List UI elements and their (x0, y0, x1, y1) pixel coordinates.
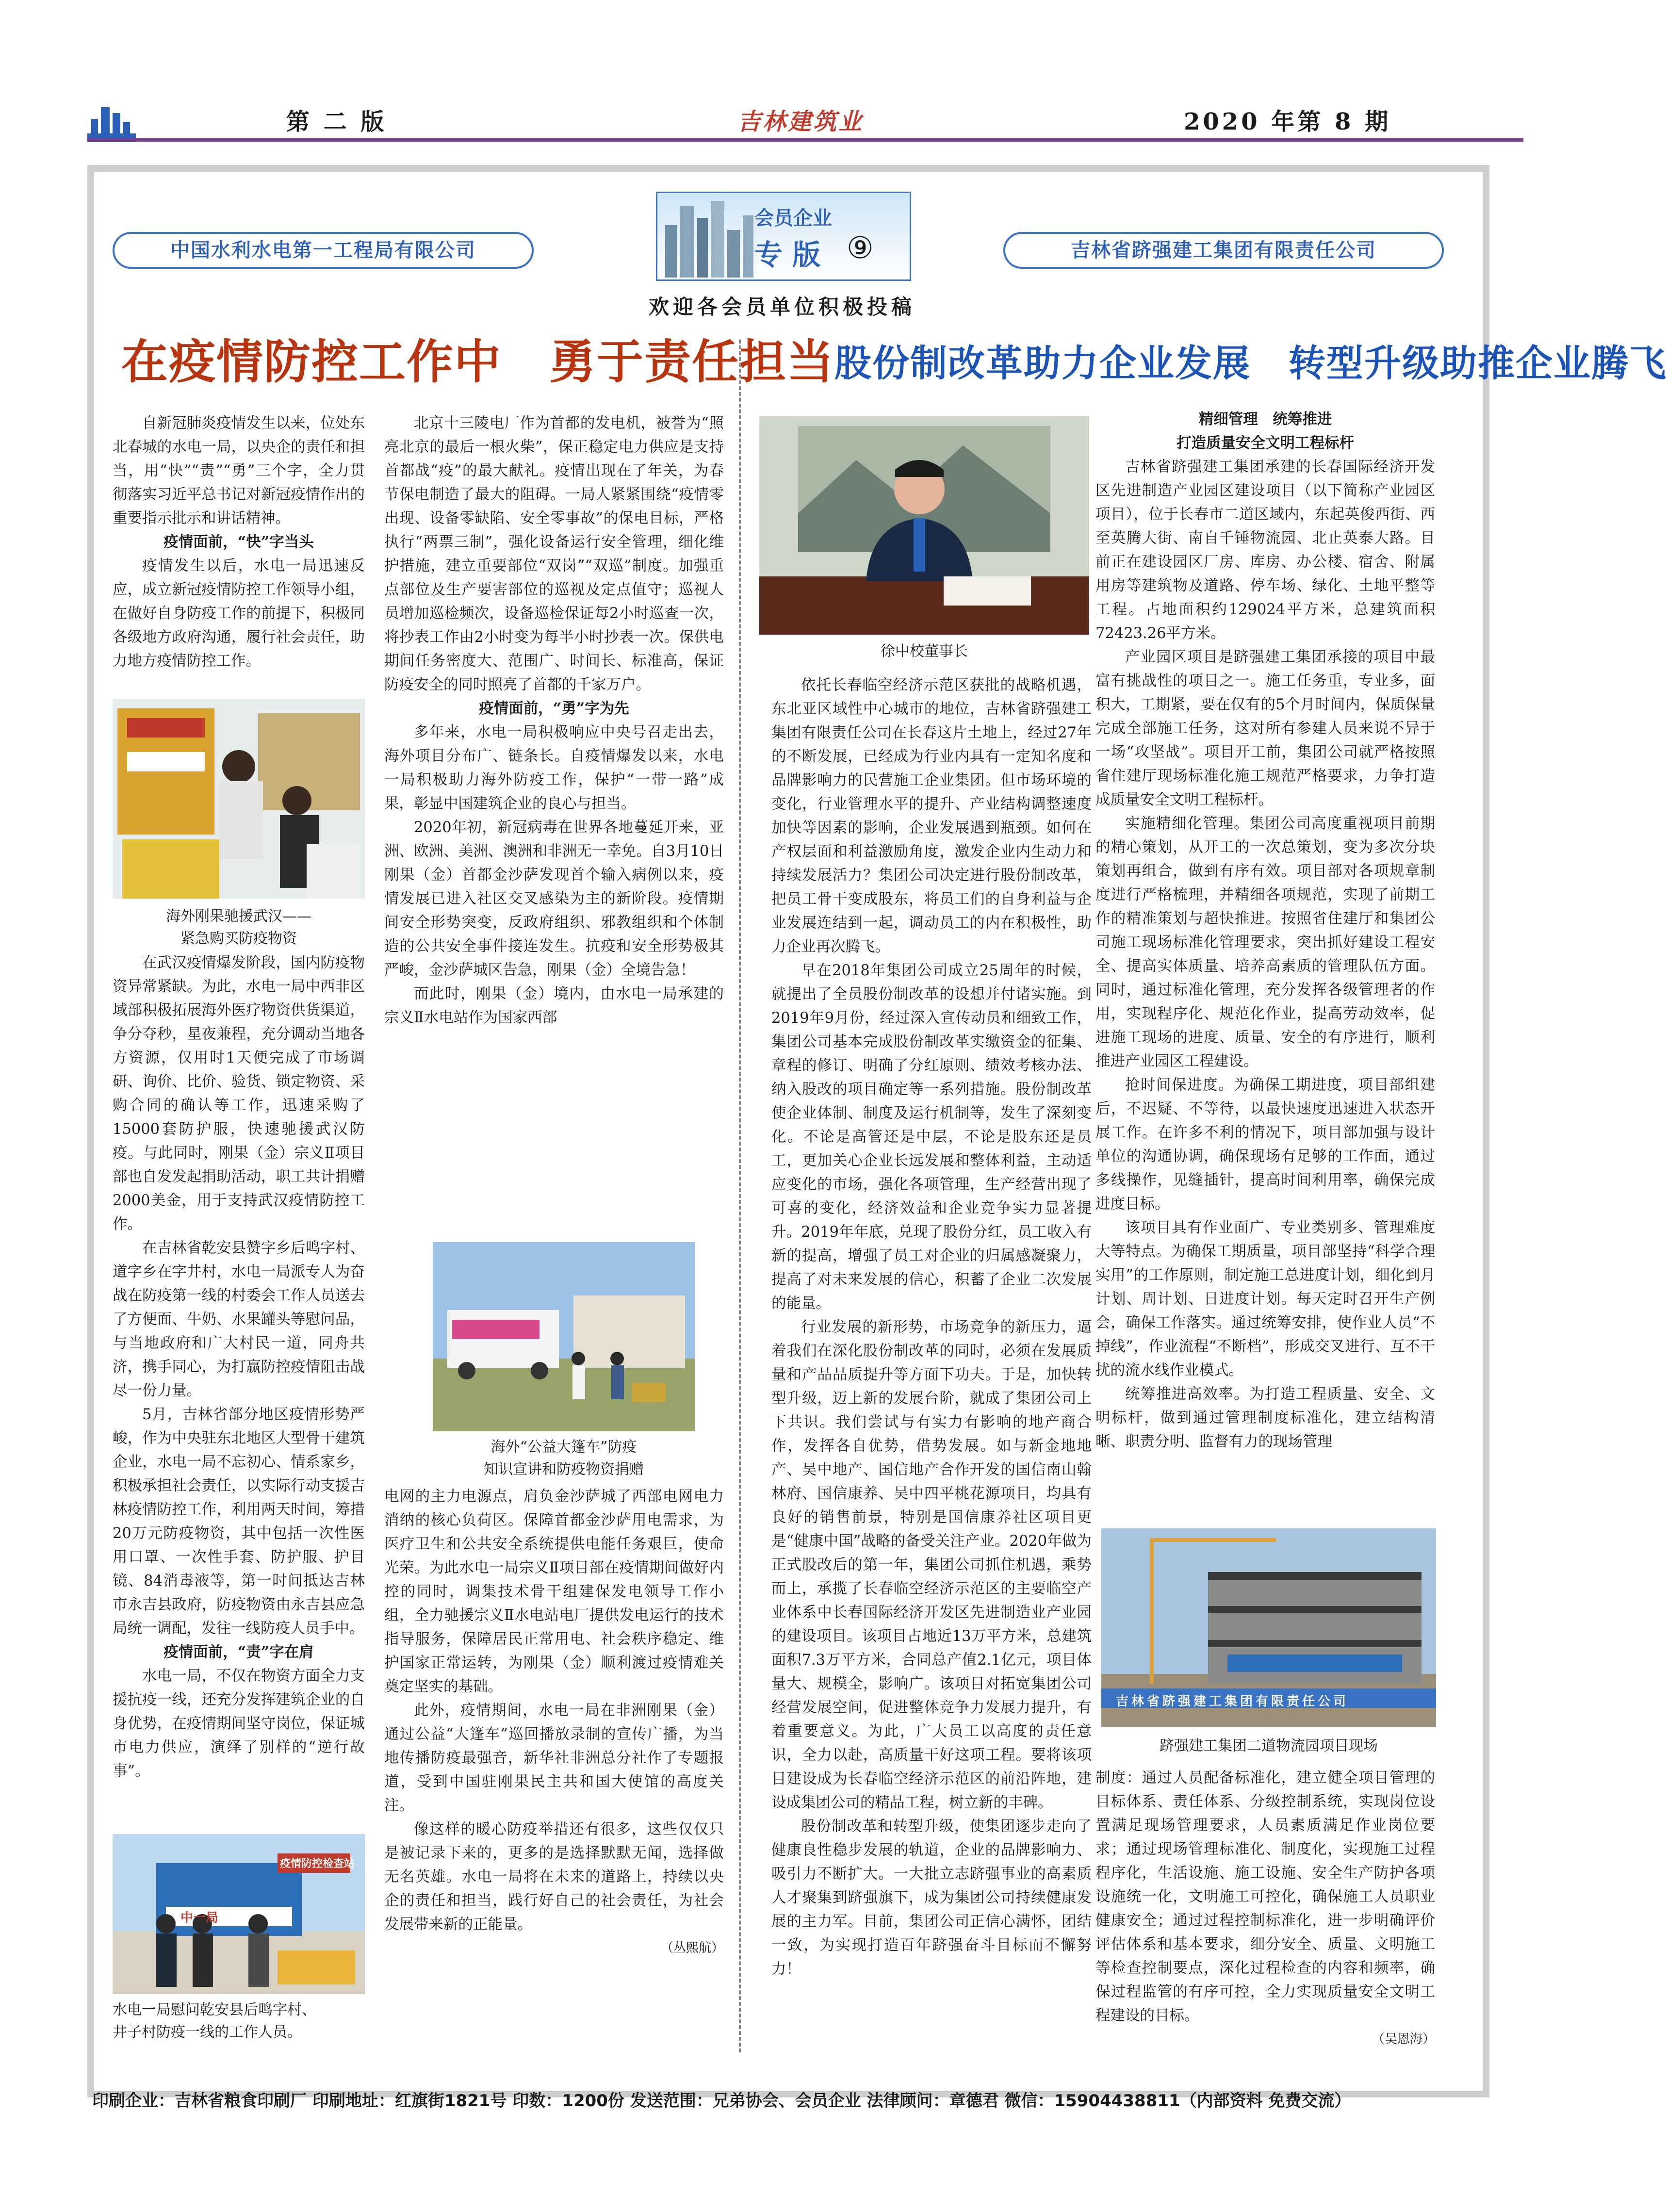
author-signature: （丛熙航） (660, 1941, 724, 1955)
photo-construction-site (1101, 1528, 1436, 1727)
paragraph: 在武汉疫情爆发阶段，国内防疫物资异常紧缺。为此，水电一局中西非区域部积极拓展海外医疗物资供货渠道，争分夺秒，星夜兼程，充分调动当地各方资源，仅用时1天便完成了市场调研、询价、比价、验货、锁定物资、采购合同的确认等工作，迅速采购了15000套防护服，快速驰援武汉防疫。与此同时，刚果（金）宗义Ⅱ项目部也自发发起捐助活动，职工共计捐赠2000美金，用于支持武汉疫情防控工作。 (113, 954, 365, 1233)
subheading: 打造质量安全文明工程标杆 (1177, 434, 1354, 452)
paragraph: 制度：通过人员配备标准化，建立健全项目管理的目标体系、责任体系、分级控制系统，实现岗位设置满足现场管理要求，人员素质满足作业岗位要求；通过现场管理标准化、制度化，实现施工过程程序化，生活设施、施工设施、安全生产防护各项设施统一化，文明施工可控化，确保施工人员职业健康安全；通过过程控制标准化，进一步明确评价评估体系和基本要求，细分安全、质量、文明施工等检查控制要点，深化过程检查的内容和频率，确保过程监管的有序可控，全力实现质量安全文明工程建设的目标。 (1095, 1770, 1435, 2024)
paragraph: 2020年初，新冠病毒在世界各地蔓延开来，亚洲、欧洲、美洲、澳洲和非洲无一幸免。自3月10日刚果（金）首都金沙萨发现首个输入病例以来，疫情发展已进入社区交叉感染为主的新阶段。疫情期间安全形势突变，反政府组织、邪教组织和个体制造的公共安全事件接连发生。抗疫和安全形势极其严峻，金沙萨城区告急，刚果（金）全境告急！ (384, 819, 724, 979)
site-banner-text: 吉林省跻强建工集团有限责任公司 (1116, 1694, 1349, 1709)
company-banner-right: 吉林省跻强建工集团有限责任公司 (1003, 232, 1444, 269)
photo-caravan (433, 1242, 695, 1431)
relief-sign-text: 疫情防控检查站 (280, 1858, 355, 1870)
left-col1-mid (113, 951, 365, 1783)
subheading: 精细管理 统筹推进 (1198, 410, 1332, 428)
building-logo-icon (87, 104, 136, 142)
photo1-caption-line2: 紧急购买防疫物资 (180, 930, 297, 947)
paragraph: 水电一局，不仅在物资方面全力支援抗疫一线，还充分发挥建筑企业的自身优势，在疫情期间坚守岗位，保证城市电力供应，演绎了别样的“逆行故事”。 (113, 1668, 365, 1780)
left-col2-bottom (384, 1485, 724, 1960)
site-caption: 跻强建工集团二道物流园项目现场 (1160, 1737, 1378, 1754)
portrait-caption: 徐中校董事长 (881, 643, 968, 660)
photo-overseas-purchase-image (113, 699, 365, 899)
paragraph: 行业发展的新形势，市场竞争的新压力，逼着我们在深化股份制改革的同时，必须在发展质量和产品品质提升等方面下功夫。于是，加快转型升级，迈上新的发展台阶，就成了集团公司上下共识。我们尝试与有实力有影响的地产商合作，发挥各自优势，借势发展。如与新金地地产、吴中地产、国信地产合作开发的国信南山翰林府、国信康养、吴中四平桃花源项目，均具有良好的销售前景，特别是国信康养社区项目更是“健康中国”战略的备受关注产业。2020年做为正式股改后的第一年，集团公司抓住机遇，乘势而上，承揽了长春临空经济示范区的主要临空产业体系中长春国际经济开发区先进制造业产业园的建设项目。该项目占地近13万平方米，总建筑面积7.3万平方米，合同总产值2.1亿元，项目体量大、规模全，影响广。该项目对拓宽集团公司经营发展空间，促进整体竞争力发展力提升，有着重要意义。为此，广大员工以高度的责任意识，全力以赴，高质量干好这项工程。要将该项目建设成为长春临空经济示范区的前沿阵地，建设成集团公司的精品工程，树立新的丰碑。 (771, 1319, 1092, 1811)
company-banner-left: 中国水利水电第一工程局有限公司 (113, 232, 534, 269)
paragraph: 自新冠肺炎疫情发生以来，位处东北春城的水电一局，以央企的责任和担当，用“快”“责”“勇”三个字，全力贯彻落实习近平总书记对新冠疫情作出的重要指示批示和讲话精神。 (113, 415, 365, 527)
paragraph: 该项目具有作业面广、专业类别多、管理难度大等特点。为确保工期质量，项目部坚持“科学合理实用”的工作原则，制定施工总进度计划，细化到月计划、周计划、日进度计划。每天定时召开生产例会，确保工作落实。通过统筹安排，使作业人员“不掉线”，作业流程“不断档”，形成交叉进行、互不干扰的流水线作业模式。 (1095, 1219, 1435, 1379)
special-badge (656, 192, 911, 281)
page-section: 第 二 版 (286, 108, 387, 135)
paragraph: 北京十三陵电厂作为首都的发电机，被誉为“照亮北京的最后一根火柴”，保正稳定电力供应是支持首都战“疫”的最大献礼。疫情出现在了年关，为春节保电制造了最大的阻碍。一局人紧紧围绕“疫情零出现、设备零缺陷、安全零事故”的保电目标，严格执行“两票三制”，强化设备运行安全管理，细化维护措施，建立重要部位“双岗”“双巡”制度。加强重点部位及生产要害部位的巡视及定点值守；巡视人员增加巡检频次，设备巡检保证每2小时巡查一次，将抄表工作由2小时变为每半小时抄表一次。保供电期间任务密度大、范围广、时间长、标准高，保证防疫安全的同时照亮了首都的千家万户。 (384, 415, 724, 693)
village-sign-text: 中一局 (180, 1911, 219, 1925)
author-signature: （吴恩海） (1372, 2032, 1435, 2047)
photo2-caption (433, 1436, 695, 1481)
chairman-portrait-image (759, 416, 1089, 635)
right-col4-top (1095, 408, 1435, 1454)
paragraph: 依托长春临空经济示范区获批的战略机遇，东北亚区域性中心城市的地位，吉林省跻强建工集团有限责任公司在长春这片土地上，经过27年的不断发展，已经成为行业内具有一定知名度和品牌影响力的民营施工企业集团。但市场环境的变化，行业管理水平的提升、产业结构调整速度加快等因素的影响，企业发展遇到瓶颈。如何在产权层面和利益激励角度，激发企业内生动力和持续发展活力？集团公司决定进行股份制改革，把员工骨干变成股东，将员工们的自身利益与企业发展连结到一起，调动员工的内在积极性，助力企业再次腾飞。 (771, 677, 1092, 955)
photo-overseas-purchase (113, 699, 365, 899)
paragraph: 实施精细化管理。集团公司高度重视项目前期的精心策划，从开工的一次总策划，变为多次分块策划再组合，做到有序有效。项目部对各项规章制度进行严格梳理，并精细各项规范，实现了前期工作的精准策划与超快推进。按照省住建厅和集团公司施工现场标准化管理要求，突出抓好建设工程安全、提高实体质量、培养高素质的管理队伍方面。同时，通过标准化管理，充分发挥各级管理者的作用，实现程序化、规范化作业，提高劳动效率，促进施工现场的进度、质量、安全的有序进行，顺利推进产业园区工程建设。 (1095, 815, 1435, 1070)
headline-right: 股份制改革助力企业发展 转型升级助推企业腾飞 (834, 342, 1667, 385)
subheading: 疫情面前，“责”字在肩 (163, 1643, 314, 1661)
paragraph: 多年来，水电一局积极响应中央号召走出去，海外项目分布广、链条长。自疫情爆发以来，水电一局积极助力海外防疫工作，保护“一带一路”成果，彰显中国建筑企业的良心与担当。 (384, 724, 724, 812)
paragraph: 股份制改革和转型升级，使集团逐步走向了健康良性稳步发展的轨道，企业的品牌影响力、吸引力不断扩大。一大批立志跻强事业的高素质人才聚集到跻强旗下，成为集团公司持续健康发展的主力军。目前，集团公司正信心满怀，团结一致，为实现打造百年跻强奋斗目标而不懈努力！ (771, 1818, 1092, 1978)
paper-name: 吉林建筑业 (737, 108, 864, 135)
paragraph: 疫情发生以后，水电一局迅速反应，成立新冠疫情防控工作领导小组，在做好自身防疫工作的前提下，积极同各级地方政府沟通，履行社会责任，助力地方疫情防控工作。 (113, 557, 365, 670)
welcome-note: 欢迎各会员单位积极投稿 (648, 295, 915, 319)
right-col3 (771, 673, 1092, 1981)
photo-chairman-portrait (759, 416, 1089, 635)
left-col2-top (384, 411, 724, 1030)
city-skyline-icon (660, 196, 767, 278)
photo-village-visit (113, 1834, 365, 1994)
column-divider (739, 340, 741, 2052)
paragraph: 早在2018年集团公司成立25周年的时候，就提出了全员股份制改革的设想并付诸实施。到2019年9月份，经过深入宣传动员和细致工作，集团公司基本完成股份制改革实缴资金的征集、章程的修订、明确了分红原则、绩效考核办法、纳入股改的项目确定等一系列措施。股份制改革使企业体制、制度及运行机制等，发生了深刻变化。不论是高管还是中层，不论是股东还是员工，更加关心企业长远发展和整体利益，主动适应变化的市场，强化各项管理，生产经营出现了可喜的变化，经济效益和企业竞争实力显著提升。2019年年底，兑现了股份分红，员工收入有新的提高，增强了员工对企业的归属感凝聚力，提高了对未来发展的信心，积蓄了企业二次发展的能量。 (771, 962, 1092, 1312)
special-number: ⑨ (847, 230, 874, 265)
paragraph: 像这样的暖心防疫举措还有很多，这些仅仅只是被记录下来的，更多的是选择默默无闻，选择做无名英雄。水电一局将在未来的道路上，持续以央企的责任和担当，践行好自己的社会责任，为社会发展带来新的正能量。 (384, 1821, 724, 1933)
special-label: 会员企业 (754, 207, 832, 229)
masthead-rule (87, 138, 1523, 142)
paragraph: 在吉林省乾安县赞字乡后鸣字村、道字乡在字井村，水电一局派专人为奋战在防疫第一线的村委会工作人员送去了方便面、牛奶、水果罐头等慰问品，与当地政府和广大村民一道，同舟共济，携手同心，为打赢防控疫情阻击战尽一份力量。 (113, 1240, 365, 1399)
paragraph: 吉林省跻强建工集团承建的长春国际经济开发区先进制造产业园区建设项目（以下简称产业园区项目），位于长春市二道区域内，东起英俊西街、西至英腾大街、南自千锤物流园、北止英泰大路。目前正在建设园区厂房、库房、办公楼、宿舍、附属用房等建筑物及道路、停车场、绿化、土地平整等工程。占地面积约129024平方米，总建筑面积72423.26平方米。 (1095, 459, 1435, 642)
paragraph: 此外，疫情期间，水电一局在非洲刚果（金）通过公益“大篷车”巡回播放录制的宣传广播，为当地传播防疫最强音，新华社非洲总分社作了专题报道，受到中国驻刚果民主共和国大使馆的高度关注。 (384, 1702, 724, 1814)
photo1-caption (113, 905, 365, 950)
paragraph: 产业园区项目是跻强建工集团承接的项目中最富有挑战性的项目之一。施工任务重，专业多，面积大，工期紧，要在仅有的5个月时间内，保质保量完成全部施工任务，这对所有参建人员来说不异于一场“攻坚战”。项目开工前，集团公司就严格按照省住建厅现场标准化施工规范严格要求，力争打造成质量安全文明工程标杆。 (1095, 649, 1435, 808)
photo2-caption-line1: 海外“公益大篷车”防疫 (490, 1439, 637, 1456)
left-col1-top (113, 411, 365, 673)
headline-left: 在疫情防控工作中 勇于责任担当 (121, 335, 834, 389)
photo2-caption-line2: 知识宣讲和防疫物资捐赠 (484, 1461, 644, 1478)
print-info-footer: 印刷企业：吉林省粮食印刷厂 印刷地址：红旗街1821号 印数：1200份 发送范围：兄弟协会、会员企业 法律顾问：章德君 微信：15904438811（内部资料 免费交流） (92, 2091, 1351, 2111)
paragraph: 5月，吉林省部分地区疫情形势严峻，作为中央驻东北地区大型骨干建筑企业，水电一局不忘初心、情系家乡，积极承担社会责任，以实际行动支援吉林疫情防控工作，利用两天时间，筹措20万元防疫物资，其中包括一次性医用口罩、一次性手套、防护服、护目镜、84消毒液等，第一时间抵达吉林市永吉县政府，防疫物资由永吉县应急局统一调配，发往一线防疫人员手中。 (113, 1406, 365, 1637)
photo3-caption-line1: 水电一局慰问乾安县后鸣字村、 (113, 2001, 316, 2018)
paragraph: 电网的主力电源点，肩负金沙萨城了西部电网电力消纳的核心负荷区。保障首都金沙萨用电需求，为医疗卫生和公共安全系统提供电能任务艰巨，使命光荣。为此水电一局宗义Ⅱ项目部在疫情期间做好内控的同时，调集技术骨干组建保发电领导工作小组，全力驰援宗义Ⅱ水电站电厂提供发电运行的技术指导服务，保障居民正常用电、社会秩序稳定、维护国家正常运转，为刚果（金）顺利渡过疫情难关奠定坚实的基础。 (384, 1488, 724, 1695)
photo1-caption-line1: 海外刚果驰援武汉—— (166, 908, 311, 925)
issue-number: 2020 年第 8 期 (1184, 108, 1391, 135)
right-col4-bottom (1095, 1766, 1435, 2051)
paragraph: 抢时间保进度。为确保工期进度，项目部组建后，不迟疑、不等待，以最快速度迅速进入状态开展工作。在许多不利的情况下，项目部加强与设计单位的沟通协调，确保现场有足够的工作面，通过多线操作，见缝插针，提高时间利用率，确保完成进度目标。 (1095, 1077, 1435, 1213)
photo-caravan-image (433, 1242, 695, 1431)
paragraph: 而此时，刚果（金）境内，由水电一局承建的宗义Ⅱ水电站作为国家西部 (384, 985, 724, 1026)
photo3-caption-line2: 井子村防疫一线的工作人员。 (113, 2024, 302, 2041)
special-title: 专 版 (754, 238, 821, 271)
paragraph: 统筹推进高效率。为打造工程质量、安全、文明标杆，做到通过管理制度标准化，建立结构清晰、职责分明、监督有力的现场管理 (1095, 1386, 1435, 1450)
photo3-caption (113, 1999, 365, 2044)
subheading: 疫情面前，“勇”字为先 (479, 700, 629, 717)
subheading: 疫情面前，“快”字当头 (163, 533, 314, 551)
